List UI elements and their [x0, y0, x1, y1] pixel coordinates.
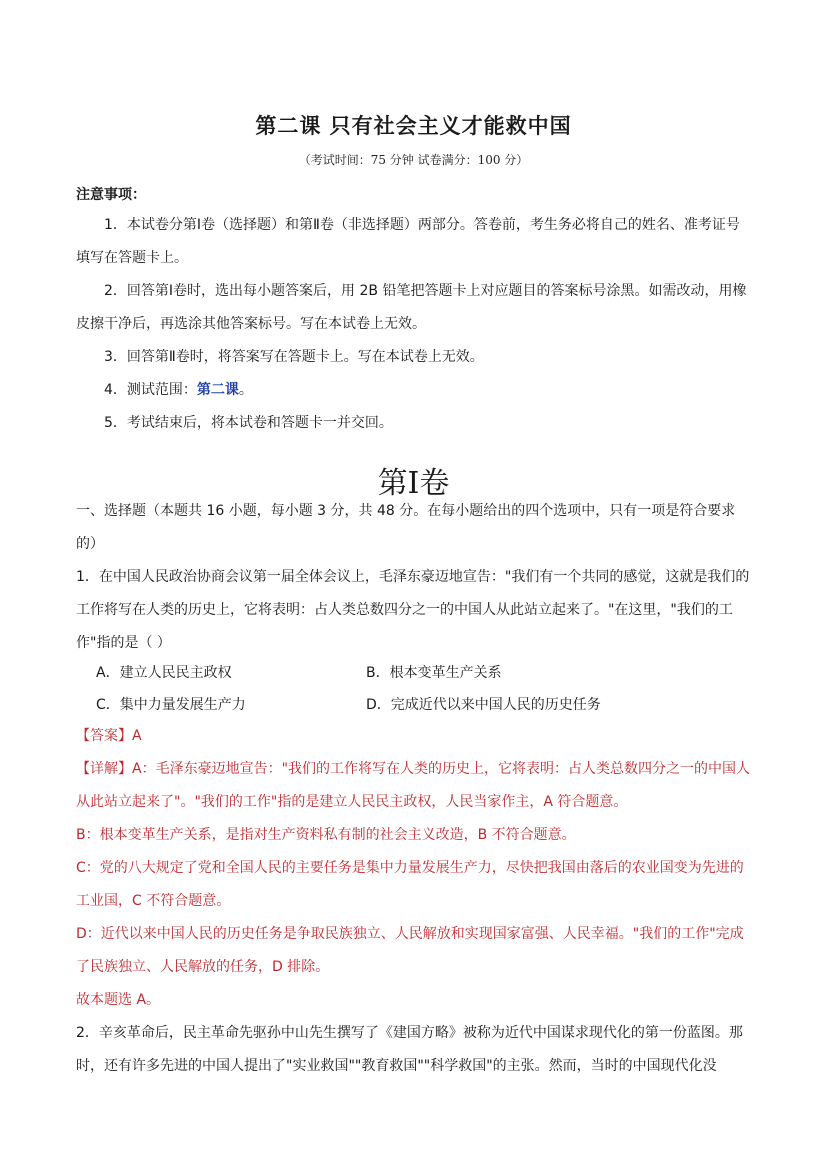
detail-d: D：近代以来中国人民的历史任务是争取民族独立、人民解放和实现国家富强、人民幸福。"我们的工作"完成了民族独立、人民解放的任务，D 排除。: [76, 926, 744, 975]
detail-a: [76, 753, 752, 819]
section-instructions: 一、选择题（本题共 16 小题，每小题 3 分，共 48 分。在每小题给出的四个选项中，只有一项是符合要求的）: [76, 503, 736, 552]
notice-item-5: 5．考试结束后，将本试卷和答题卡一并交回。: [104, 415, 393, 431]
detail-a-text: A：毛泽东豪迈地宣告："我们的工作将写在人类的历史上，它将表明：占人类总数四分之一的中国人从此站立起来了"。"我们的工作"指的是建立人民民主政权，人民当家作主，A 符合题意。: [76, 761, 751, 810]
conclusion: 故本题选 A。: [76, 992, 161, 1008]
page-title: 第二课 只有社会主义才能救中国: [255, 113, 572, 138]
notice-item-2: 2．回答第Ⅰ卷时，选出每小题答案后，用 2B 铅笔把答题卡上对应题目的答案标号涂黑。如需改动，用橡皮擦干净后，再选涂其他答案标号。写在本试卷上无效。: [76, 283, 747, 332]
detail-c: C：党的八大规定了党和全国人民的主要任务是集中力量发展生产力，尽快把我国由落后的农业国变为先进的工业国，C 不符合题意。: [76, 860, 744, 909]
question-2-stem: 2．辛亥革命后，民主革命先驱孙中山先生撰写了《建国方略》被称为近代中国谋求现代化的第一份蓝图。那时，还有许多先进的中国人提出了"实业救国""教育救国""科学救国"的主张。然而，当时的中国现代化没: [76, 1025, 743, 1074]
detail-b: B：根本变革生产关系，是指对生产资料私有制的社会主义改造，B 不符合题意。: [76, 827, 576, 843]
volume-title: 第I卷: [377, 466, 450, 501]
option-b: B．根本变革生产关系: [366, 665, 502, 681]
question-1-stem: 1．在中国人民政治协商会议第一届全体会议上，毛泽东豪迈地宣告："我们有一个共同的感觉，这就是我们的工作将写在人类的历史上，它将表明：占人类总数四分之一的中国人从此站立起来了。"在这里，"我们的工作"指的是（ ）: [76, 569, 750, 651]
scope-value: 第二课: [196, 382, 239, 398]
exam-info: （考试时间：75 分钟 试卷满分：100 分）: [298, 153, 529, 167]
answer-line: 【答案】A: [76, 728, 142, 744]
scope-end: 。: [238, 382, 253, 398]
notice-heading: 注意事项：: [76, 187, 146, 203]
notice-item-4: [76, 374, 752, 407]
option-a: A．建立人民民主政权: [96, 665, 232, 681]
notice-item-3: 3．回答第Ⅱ卷时，将答案写在答题卡上。写在本试卷上无效。: [104, 349, 484, 365]
option-c: C．集中力量发展生产力: [96, 697, 246, 713]
scope-label: 4．测试范围：: [104, 382, 197, 398]
option-d: D．完成近代以来中国人民的历史任务: [366, 697, 601, 713]
detail-label: 【详解】: [76, 761, 132, 777]
notice-item-1: 1．本试卷分第Ⅰ卷（选择题）和第Ⅱ卷（非选择题）两部分。答卷前，考生务必将自己的姓名、准考证号填写在答题卡上。: [76, 217, 740, 266]
